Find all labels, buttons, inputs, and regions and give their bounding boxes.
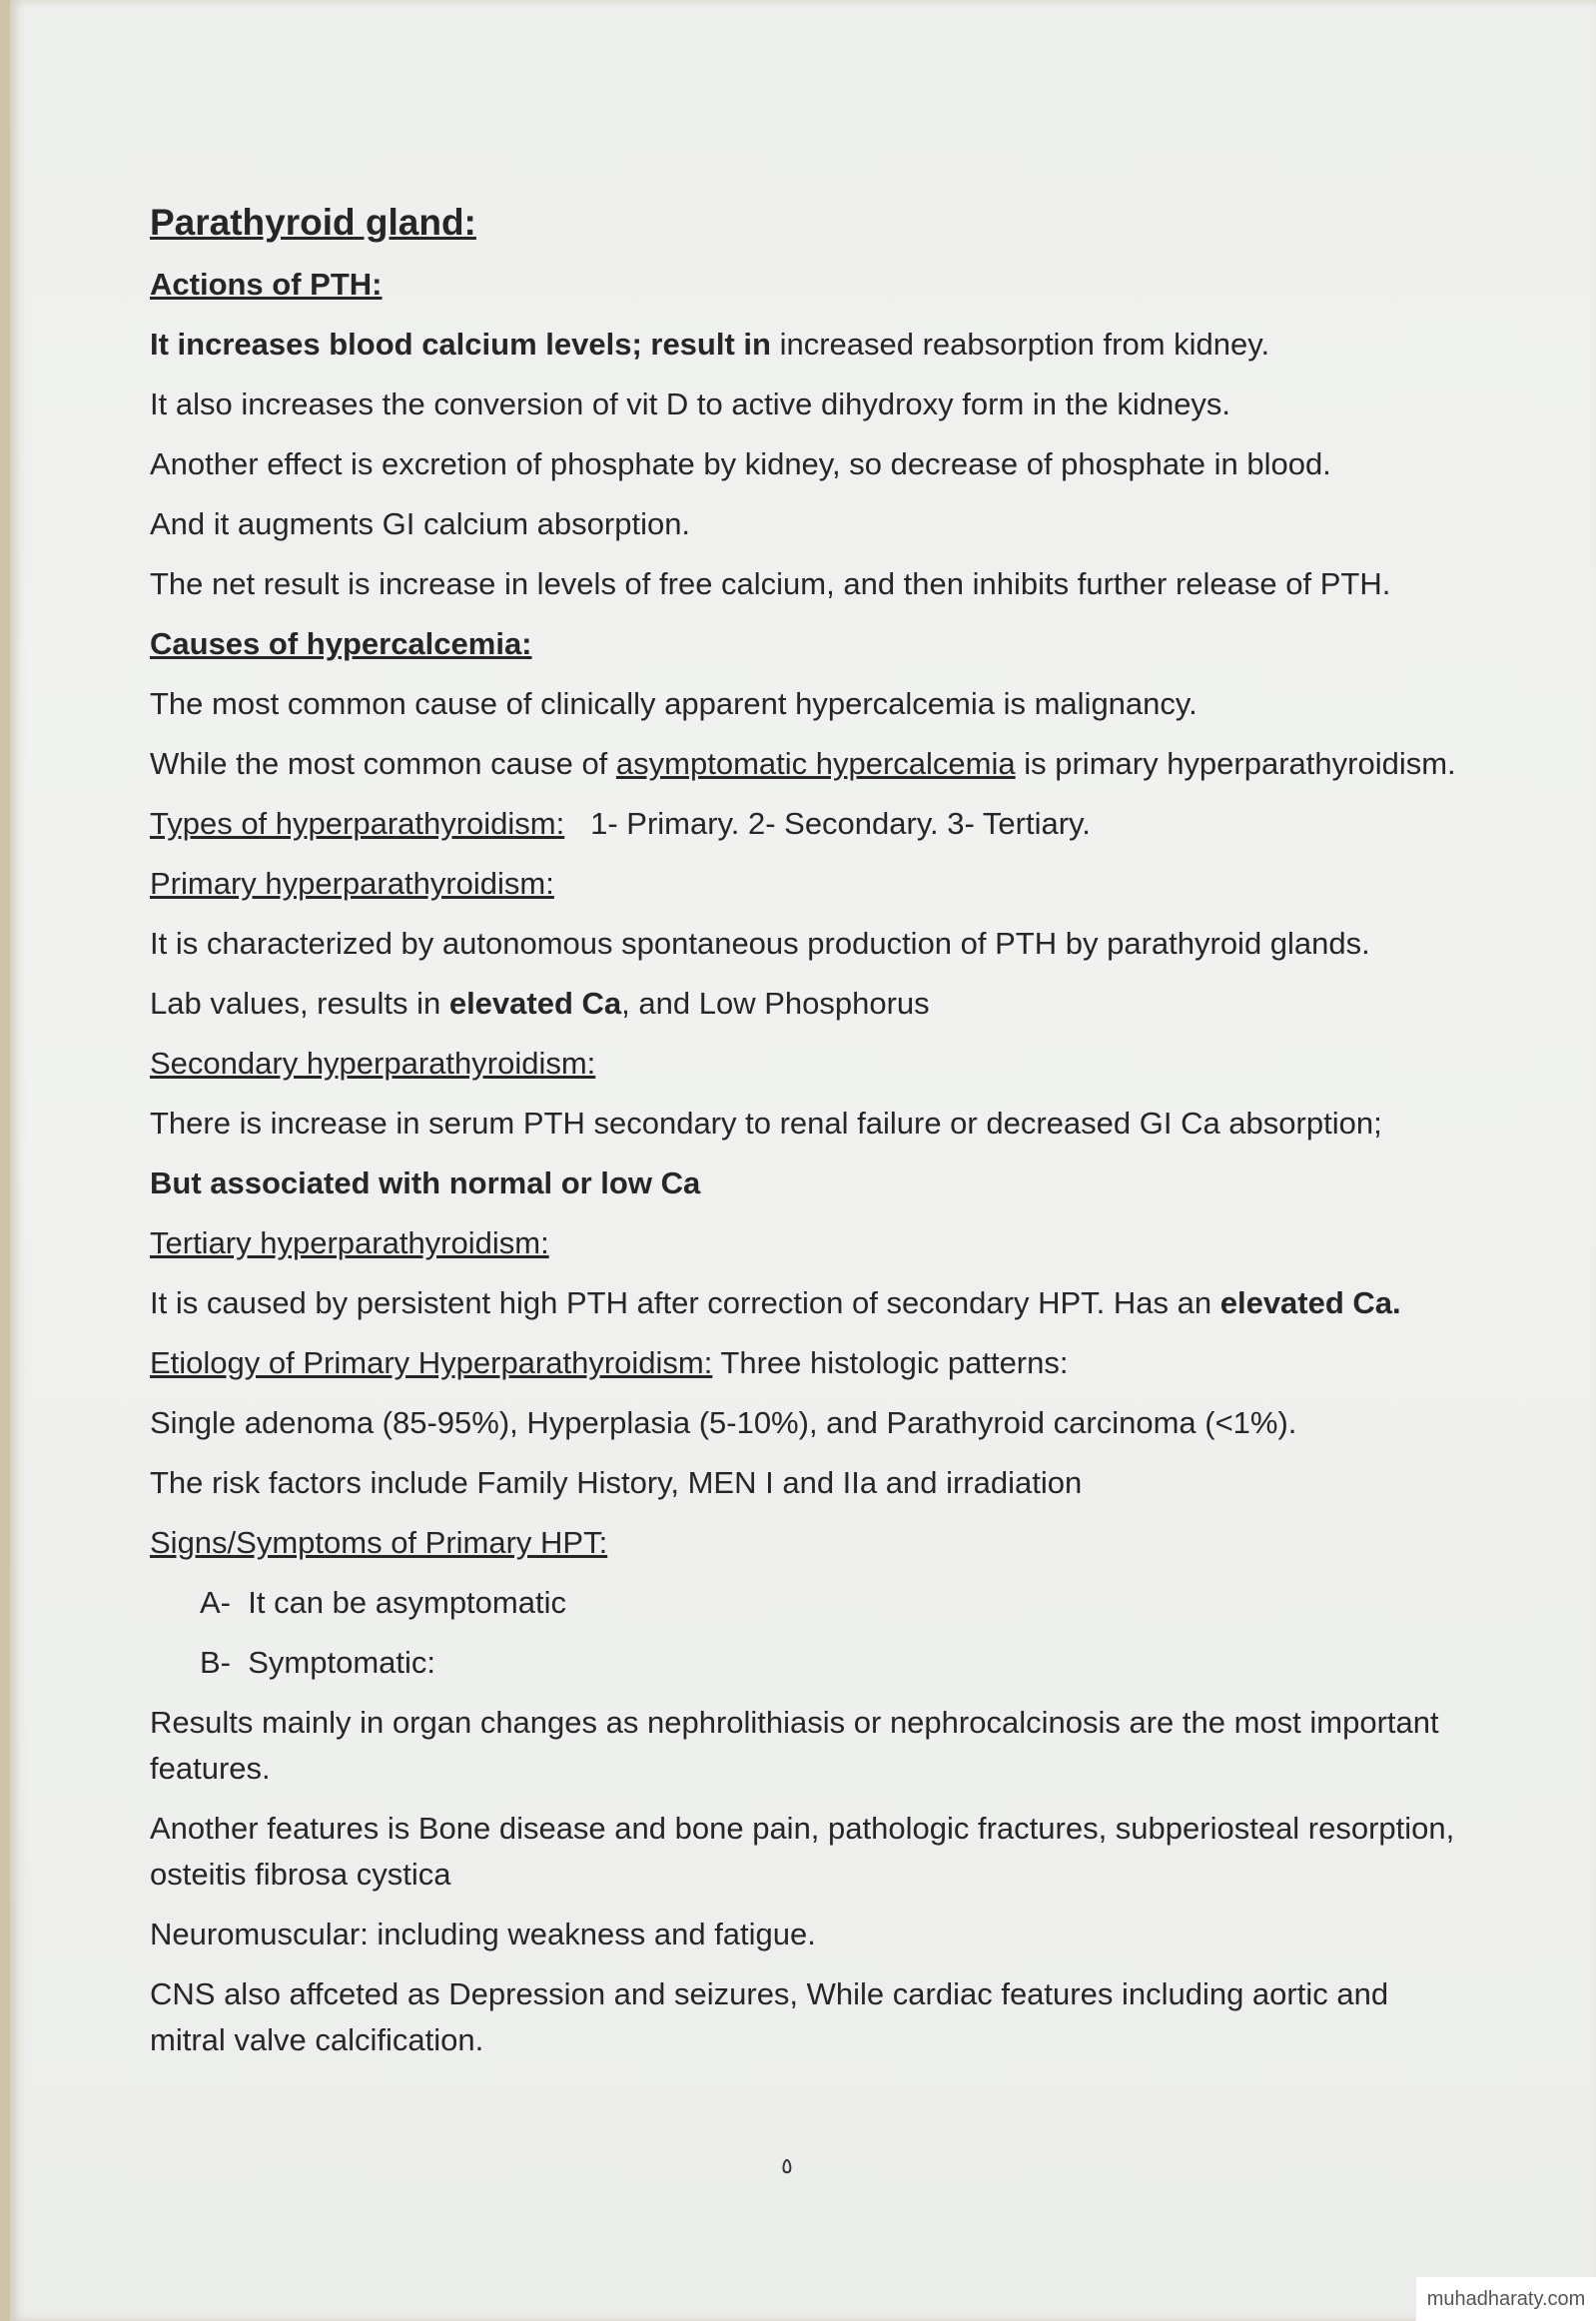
etiology-rest: Three histologic patterns: [712, 1345, 1069, 1380]
actions-line-4: And it augments GI calcium absorption. [150, 506, 691, 541]
primary-line-1: It is characterized by autonomous spontaneous production of PTH by parathyroid glands. [150, 926, 1370, 961]
etiology-line-1: Single adenoma (85-95%), Hyperplasia (5-10%), and Parathyroid carcinoma (<1%). [150, 1405, 1297, 1440]
tertiary-line-1-bold: elevated Ca. [1219, 1285, 1401, 1320]
watermark: muhadharaty.com [1416, 2277, 1596, 2321]
signs-line-4: CNS also affceted as Depression and seizures, While cardiac features including aortic and mitral valve calcification. [150, 1976, 1389, 2057]
causes-line-2-pre: While the most common cause of [150, 746, 616, 781]
causes-line-1: The most common cause of clinically apparent hypercalcemia is malignancy. [150, 686, 1197, 721]
actions-heading: Actions of PTH: [150, 267, 383, 302]
causes-line-2-underlined: asymptomatic hypercalcemia [615, 746, 1016, 781]
signs-line-3: Neuromuscular: including weakness and fatigue. [150, 1917, 816, 1951]
signs-item-b: B- Symptomatic: [200, 1645, 435, 1680]
causes-line-2-post: is primary hyperparathyroidism. [1015, 746, 1456, 781]
paper-page [10, 0, 1596, 2321]
secondary-line-1: There is increase in serum PTH secondary to renal failure or decreased GI Ca absorption; [150, 1106, 1382, 1141]
types-line [150, 801, 1468, 847]
actions-line-3: Another effect is excretion of phosphate by kidney, so decrease of phosphate in blood. [150, 446, 1331, 481]
signs-heading: Signs/Symptoms of Primary HPT: [150, 1525, 608, 1560]
actions-line-1-rest: increased reabsorption from kidney. [770, 327, 1270, 362]
etiology-label: Etiology of Primary Hyperparathyroidism: [150, 1345, 713, 1380]
actions-line-2: It also increases the conversion of vit D to active dihydroxy form in the kidneys. [150, 387, 1231, 421]
types-list: 1- Primary. 2- Secondary. 3- Tertiary. [564, 806, 1091, 841]
signs-line-1: Results mainly in organ changes as nephrolithiasis or nephrocalcinosis are the most important features. [150, 1705, 1439, 1786]
etiology-line-2: The risk factors include Family History, MEN I and IIa and irradiation [150, 1465, 1083, 1500]
page-number: ٥ [781, 2153, 793, 2178]
primary-line-2-pre: Lab values, results in [150, 986, 449, 1021]
primary-line-2 [150, 981, 1468, 1027]
tertiary-line-1 [150, 1280, 1468, 1326]
types-label: Types of hyperparathyroidism: [150, 806, 565, 841]
page-title: Parathyroid gland: [150, 202, 476, 243]
signs-item-a: A- It can be asymptomatic [200, 1585, 566, 1620]
secondary-line-2: But associated with normal or low Ca [150, 1165, 701, 1200]
actions-line-5: The net result is increase in levels of free calcium, and then inhibits further release of PTH. [150, 566, 1391, 601]
tertiary-line-1-pre: It is caused by persistent high PTH after correction of secondary HPT. Has an [150, 1285, 1220, 1320]
causes-heading: Causes of hypercalcemia: [150, 626, 532, 661]
primary-line-2-post: , and Low Phosphorus [621, 986, 930, 1021]
document-body [150, 200, 1468, 2077]
tertiary-heading: Tertiary hyperparathyroidism: [150, 1225, 549, 1260]
actions-line-1-bold: It increases blood calcium levels; result in [150, 327, 771, 362]
primary-line-2-bold: elevated Ca [448, 986, 622, 1021]
causes-line-2 [150, 741, 1468, 787]
signs-line-2: Another features is Bone disease and bone pain, pathologic fractures, subperiosteal resorption, osteitis fibrosa cystica [150, 1811, 1455, 1892]
actions-line-1 [150, 322, 1468, 368]
secondary-heading: Secondary hyperparathyroidism: [150, 1046, 596, 1081]
primary-heading: Primary hyperparathyroidism: [150, 866, 554, 901]
etiology-line [150, 1340, 1468, 1386]
